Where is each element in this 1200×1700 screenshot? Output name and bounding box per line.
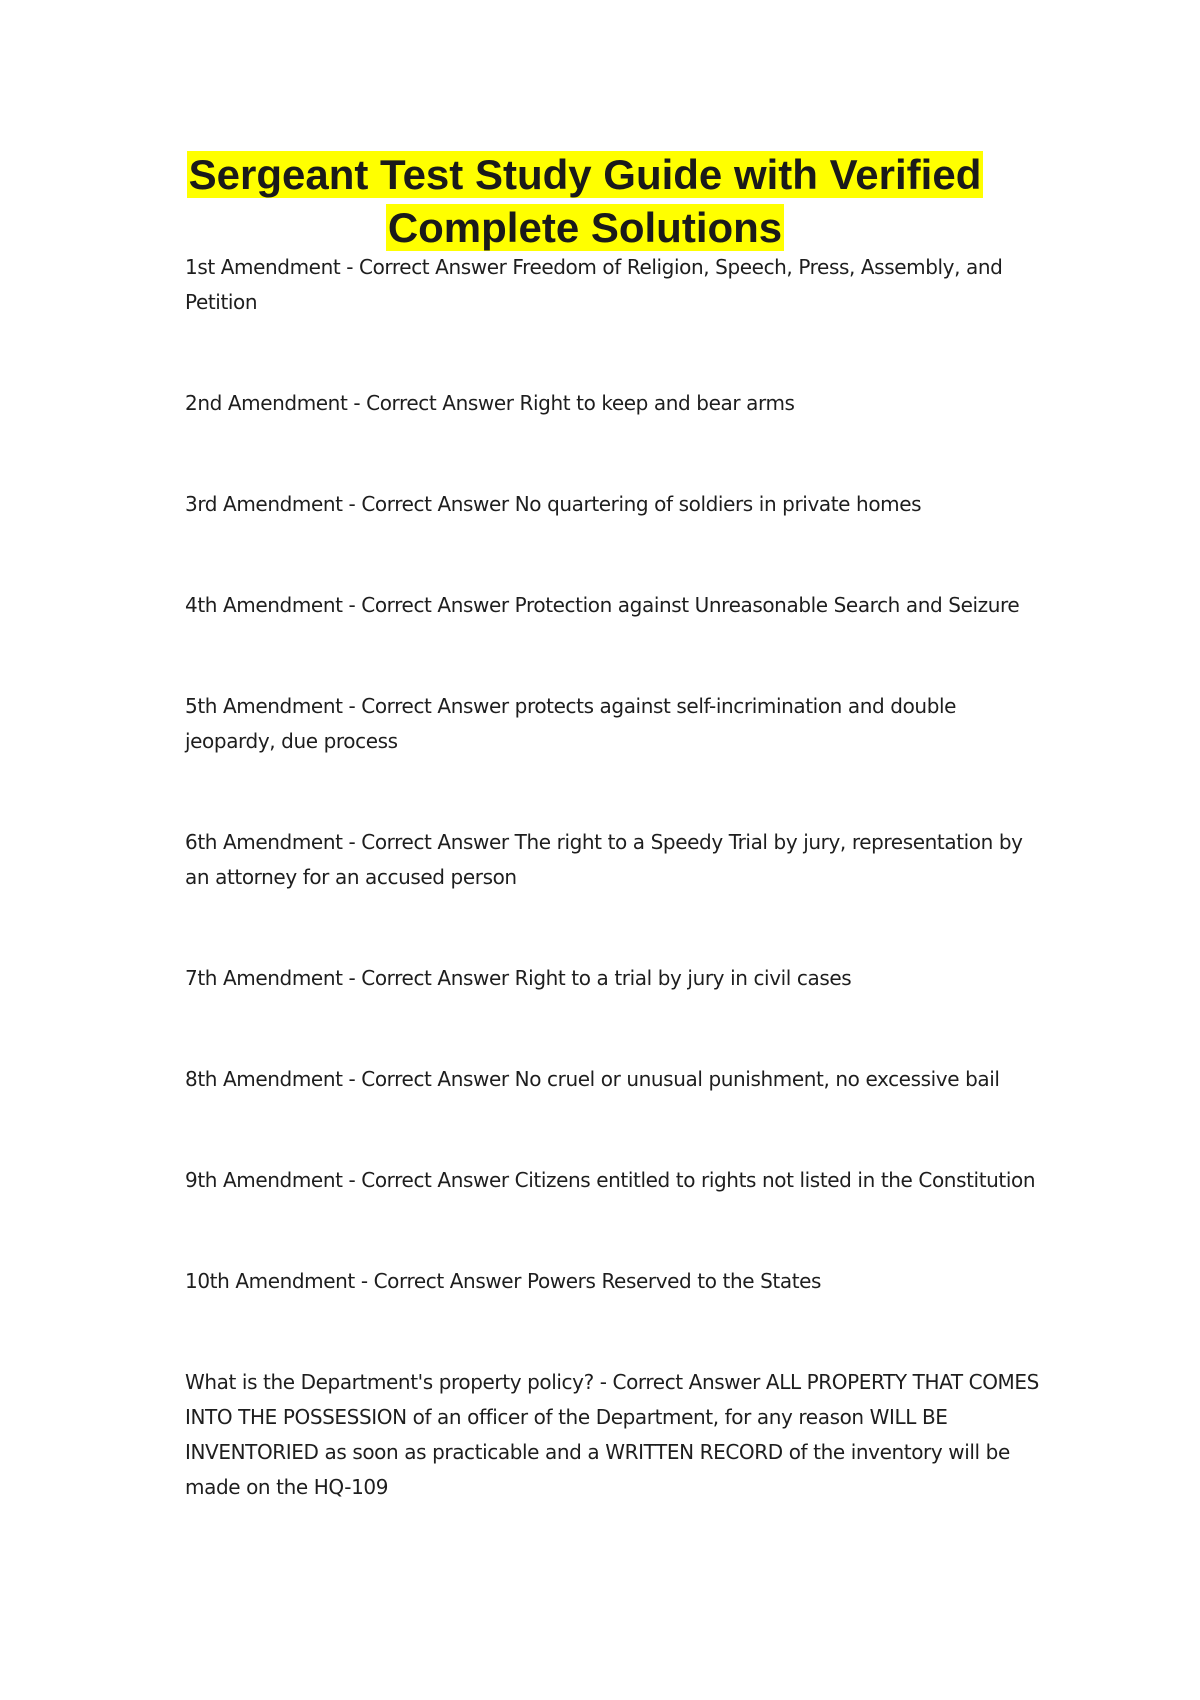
page-title [185,148,985,254]
entry-answer: Right to a trial by jury in civil cases [514,966,852,990]
entry-term: 8th Amendment - [185,1067,361,1091]
entry-answer: Powers Reserved to the States [527,1269,822,1293]
entry-term: 5th Amendment - [185,694,361,718]
title-line-1: Sergeant Test Study Guide with Verified [188,151,982,198]
entry-term: What is the Department's property policy? - [185,1370,613,1394]
answer-label: Correct Answer [361,593,509,617]
entry-term: 4th Amendment - [185,593,361,617]
entry-answer: No cruel or unusual punishment, no excessive bail [514,1067,1000,1091]
entry-term: 9th Amendment - [185,1168,361,1192]
entry-term: 1st Amendment - [185,255,359,279]
answer-label: Correct Answer [366,391,514,415]
qa-entry-2 [185,386,1045,421]
answer-label: Correct Answer [361,492,509,516]
entry-answer: protects against self-incrimination and double jeopardy, due process [185,694,957,753]
qa-entry-7 [185,961,1045,996]
entry-term: 7th Amendment - [185,966,361,990]
entry-term: 6th Amendment - [185,830,361,854]
title-line-2: Complete Solutions [387,204,783,251]
answer-label: Correct Answer [612,1370,760,1394]
qa-entry-4 [185,588,1045,623]
qa-entry-10 [185,1264,1045,1299]
answer-label: Correct Answer [361,694,509,718]
qa-list [185,250,1045,1571]
answer-label: Correct Answer [373,1269,522,1293]
qa-entry-9 [185,1163,1045,1198]
answer-label: Correct Answer [361,1067,509,1091]
entry-term: 10th Amendment - [185,1269,374,1293]
answer-label: Correct Answer [361,1168,509,1192]
qa-entry-8 [185,1062,1045,1097]
entry-term: 3rd Amendment - [185,492,361,516]
qa-entry-1 [185,250,1045,320]
entry-answer: Freedom of Religion, Speech, Press, Assembly, and Petition [185,255,1003,314]
answer-label: Correct Answer [361,966,509,990]
answer-label: Correct Answer [359,255,507,279]
entry-answer: Protection against Unreasonable Search and Seizure [514,593,1020,617]
qa-entry-6 [185,825,1045,895]
entry-term: 2nd Amendment - [185,391,366,415]
entry-answer: Citizens entitled to rights not listed in the Constitution [514,1168,1036,1192]
entry-answer: Right to keep and bear arms [519,391,795,415]
entry-answer: The right to a Speedy Trial by jury, representation by an attorney for an accused person [185,830,1023,889]
entry-answer: No quartering of soldiers in private homes [514,492,922,516]
qa-entry-5 [185,689,1045,759]
qa-entry-11 [185,1365,1045,1505]
entry-answer: ALL PROPERTY THAT COMES INTO THE POSSESSION of an officer of the Department, for any reason WILL BE INVENTORIED as soon as practicable and a WRITTEN RECORD of the inventory will be made on the HQ-109 [185,1370,1039,1499]
answer-label: Correct Answer [361,830,509,854]
qa-entry-3 [185,487,1045,522]
